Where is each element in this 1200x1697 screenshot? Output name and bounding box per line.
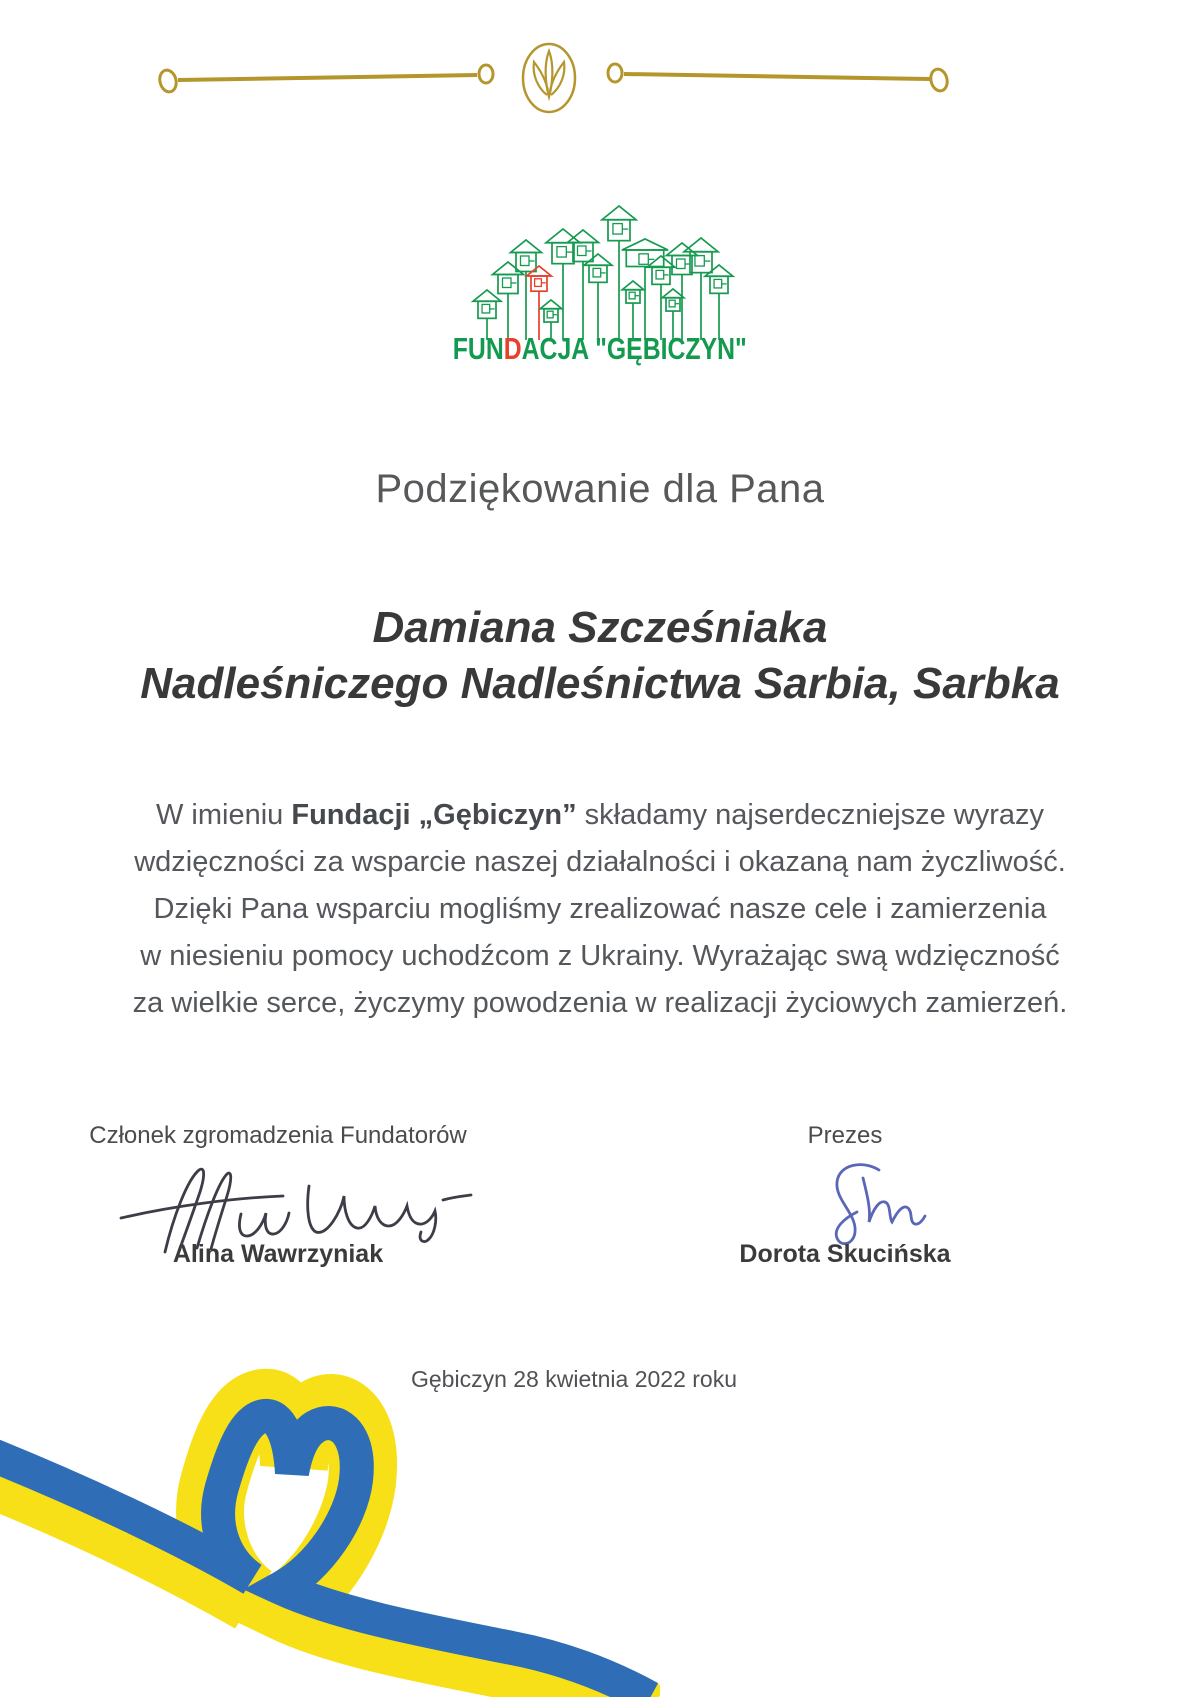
signer-role-left: Członek zgromadzenia Fundatorów [89,1122,467,1149]
body-line-2: wdzięczności za wsparcie naszej działalności i okazaną nam życzliwość. [134,846,1066,878]
logo-text-part1: FUN [452,331,504,366]
signer-name-right: Dorota Skucińska [739,1240,951,1268]
body-line-5: za wielkie serce, życzymy powodzenia w realizacji życiowych zamierzeń. [132,987,1068,1019]
signer-role-right: Prezes [807,1122,883,1149]
date-line: Gębiczyn 28 kwietnia 2022 roku [410,1366,738,1392]
logo-text-red-letter: D [503,331,522,366]
gold-divider-ornament [140,42,1000,122]
birdhouse-icon [684,238,718,340]
logo-text-part2: ACJA "GĘBICZYN" [521,331,748,366]
recipient-block [0,600,1200,712]
foundation-logo-icon [430,166,770,344]
birdhouse-icon [584,254,612,340]
birdhouse-icon [705,265,733,340]
signer-name-left: Alina Wawrzyniak [172,1240,384,1268]
recipient-role-line: Nadleśniczego Nadleśnictwa Sarbia, Sarbka [140,659,1060,708]
body-line-1: W imieniu Fundacji „Gębiczyn” składamy najserdeczniejsze wyrazy [156,799,1044,831]
certificate-body [0,792,1200,1027]
signature-block-right [625,1122,1065,1382]
ribbon-heart-icon [0,1277,660,1697]
certificate-title: Podziękowanie dla Pana [375,467,825,511]
laurel-emblem-icon [523,44,575,112]
body-line-4: w niesieniu pomocy uchodźcom z Ukrainy. Wyrażając swą wdzięczność [140,940,1060,972]
recipient-name: Damiana Szcześniaka [372,603,828,652]
body-line-3: Dzięki Pana wsparciu mogliśmy zrealizować nasze cele i zamierzenia [153,893,1047,925]
birdhouse-icon [568,230,599,340]
birdhouse-icon [511,240,542,340]
foundation-logo-wordmark [0,331,1200,367]
